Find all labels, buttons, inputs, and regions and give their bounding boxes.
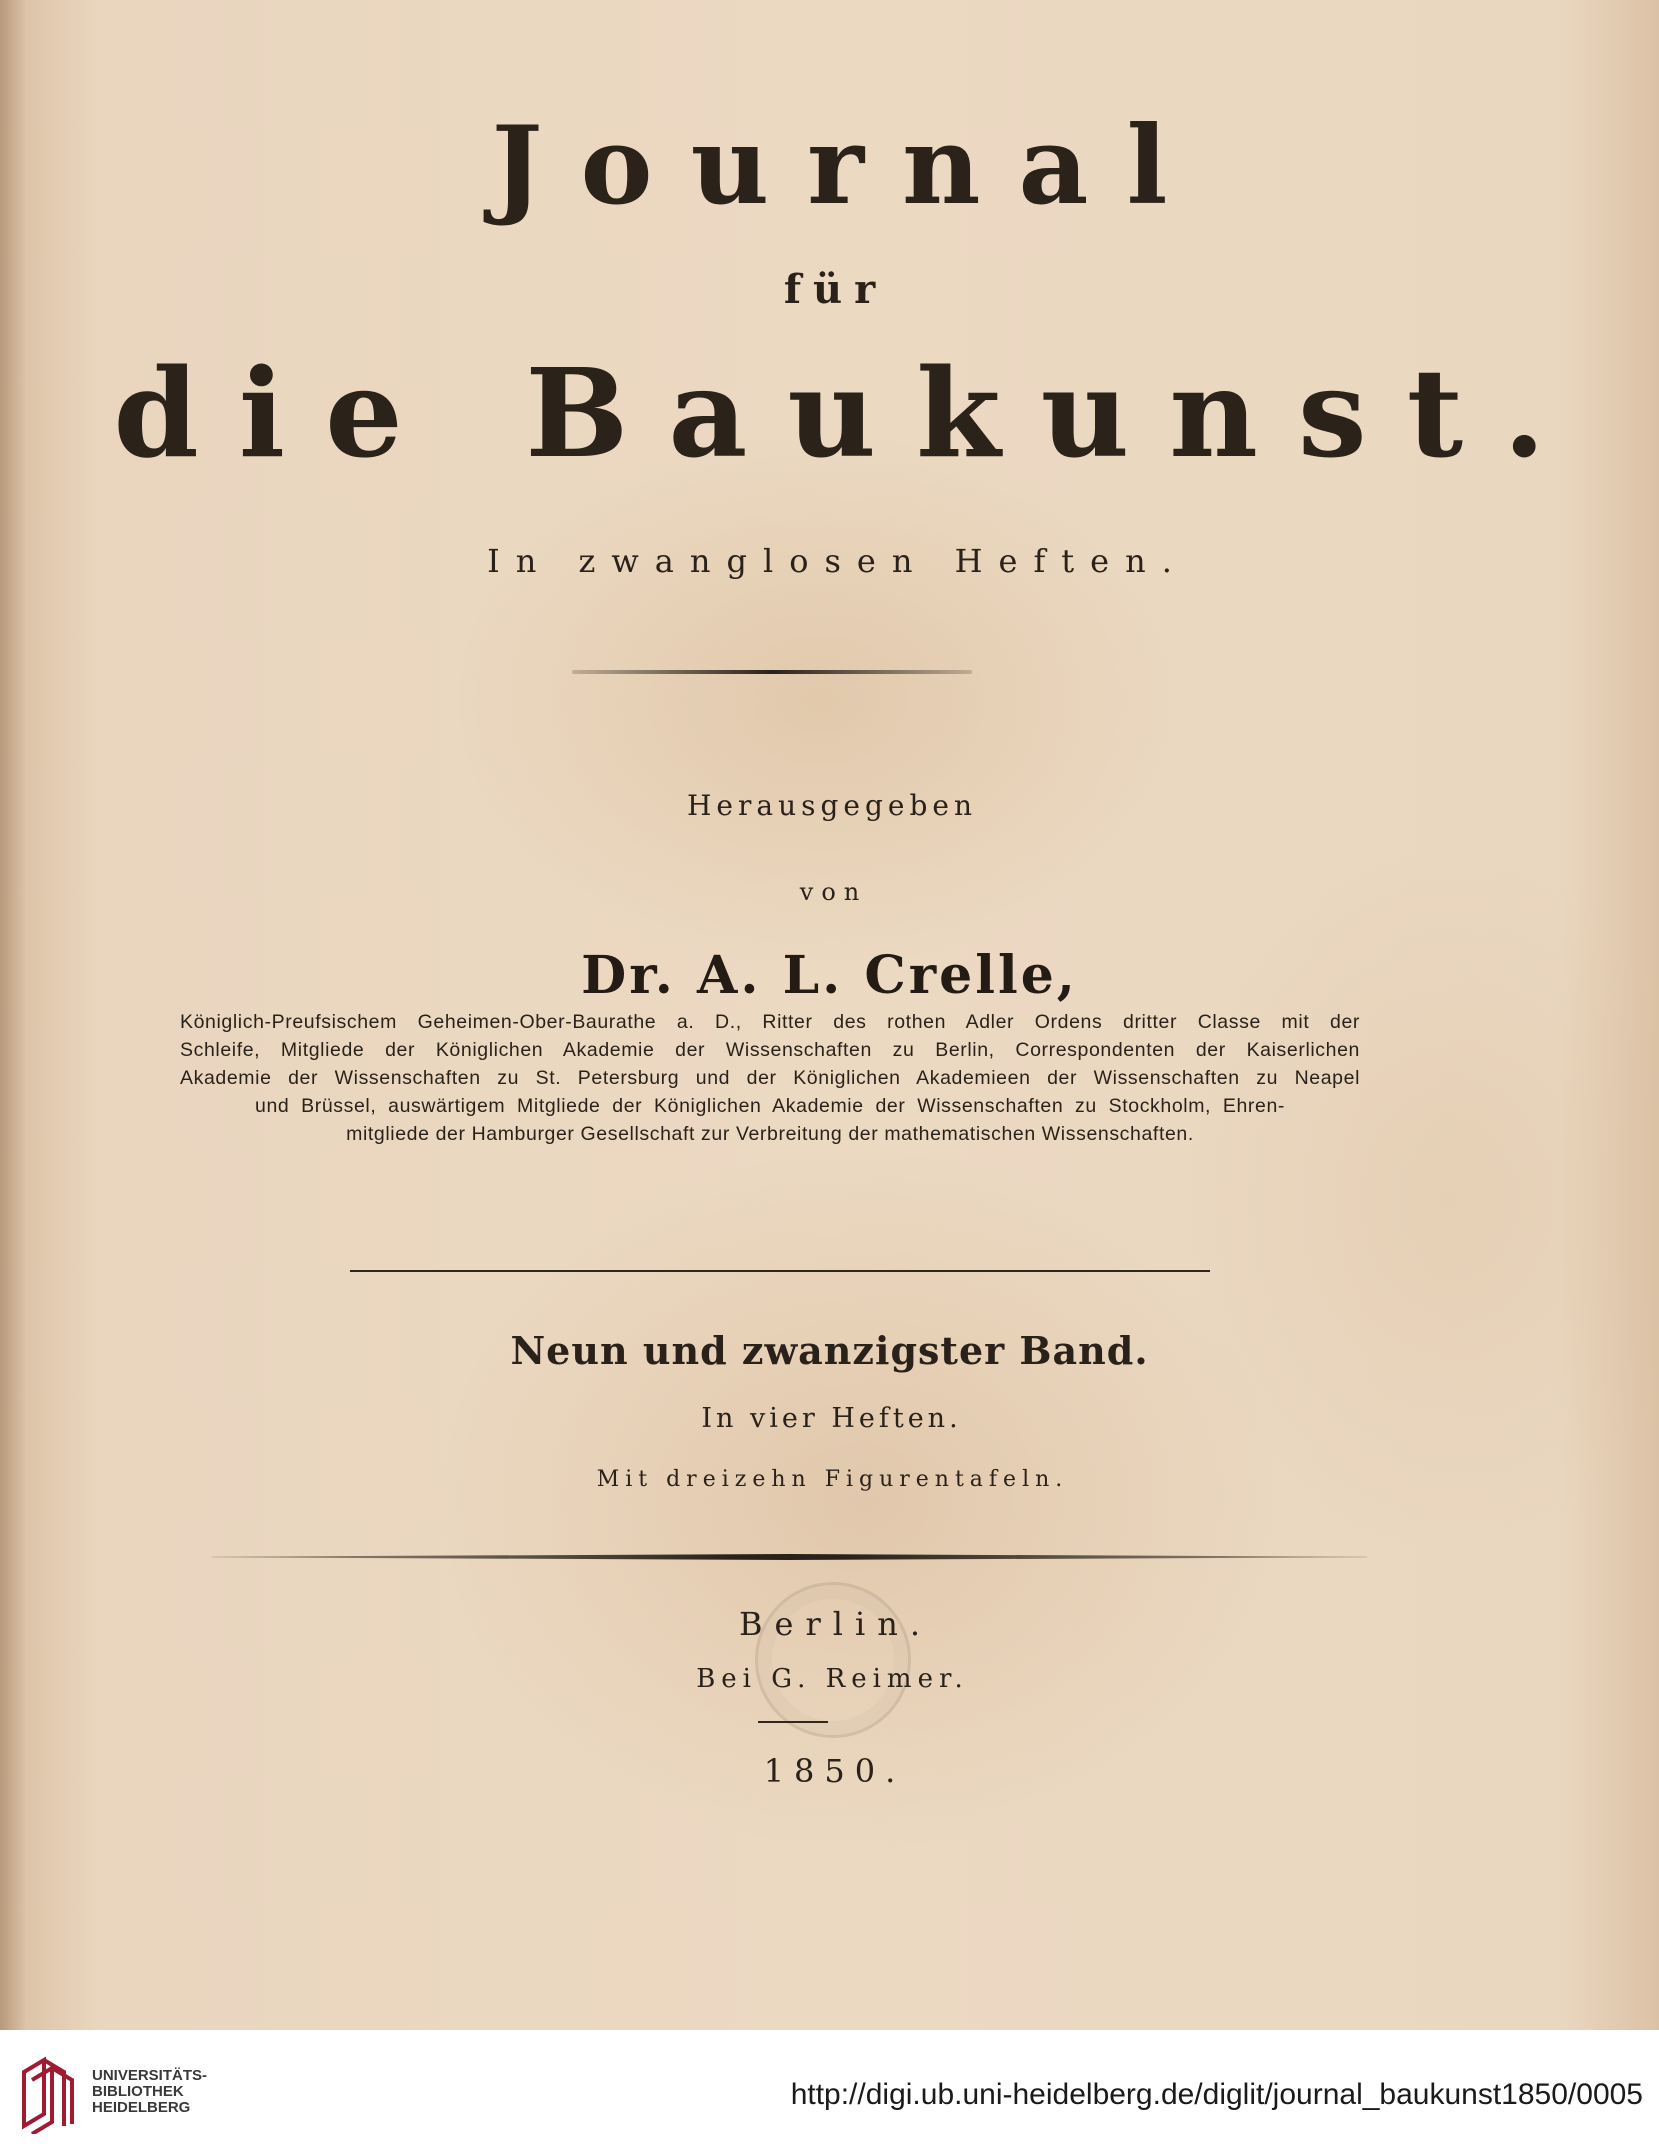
short-rule (758, 1721, 828, 1723)
editor-title-line: mitgliede der Hamburger Gesellschaft zur Verbreitung der mathematischen Wissenschaften. (346, 1123, 1194, 1145)
library-name-line: UNIVERSITÄTS- (92, 2067, 208, 2084)
imprint-year: 1850. (763, 1752, 906, 1790)
title-connector: für (783, 266, 888, 313)
library-logo-icon[interactable] (18, 2052, 84, 2134)
editor-von: von (799, 878, 868, 906)
editor-titles (180, 1008, 1360, 1148)
plates-label: Mit dreizehn Figurentafeln. (596, 1467, 1069, 1492)
editor-title-line: und Brüssel, auswärtigem Mitgliede der Königlichen Akademie der Wissenschaften zu Stockholm, Ehren- (255, 1095, 1285, 1117)
divider-rule (350, 1270, 1210, 1272)
editor-title-line: Schleife, Mitgliede der Königlichen Akademie der Wissenschaften zu Berlin, Correspondenten der Kaiserlichen (180, 1039, 1360, 1061)
editor-intro: Herausgegeben (687, 789, 977, 822)
ornamental-rule (212, 1554, 1367, 1560)
editor-title-line: Akademie der Wissenschaften zu St. Petersburg und der Königlichen Akademieen der Wissenschaften zu Neapel (180, 1067, 1360, 1089)
journal-subject: die Baukunst. (113, 341, 1586, 485)
permalink-url[interactable]: http://digi.ub.uni-heidelberg.de/diglit/journal_baukunst1850/0005 (790, 2078, 1643, 2111)
ornamental-rule (572, 670, 972, 674)
editor-name: Dr. A. L. Crelle, (581, 945, 1078, 1006)
issues-label: In vier Heften. (701, 1403, 962, 1434)
library-name[interactable] (92, 2068, 207, 2116)
imprint-city: Berlin. (739, 1605, 932, 1643)
viewer-footer (0, 2030, 1659, 2155)
volume-label: Neun und zwanzigster Band. (510, 1328, 1149, 1373)
editor-title-line: Königlich-Preufsischem Geheimen-Ober-Baurathe a. D., Ritter des rothen Adler Ordens dritter Classe mit der (180, 1011, 1360, 1033)
journal-title: Journal (491, 103, 1206, 229)
journal-subtitle: In zwanglosen Heften. (487, 542, 1188, 580)
library-name-line: HEIDELBERG (92, 2099, 191, 2116)
imprint-publisher: Bei G. Reimer. (696, 1664, 969, 1694)
library-name-line: BIBLIOTHEK (92, 2083, 184, 2100)
